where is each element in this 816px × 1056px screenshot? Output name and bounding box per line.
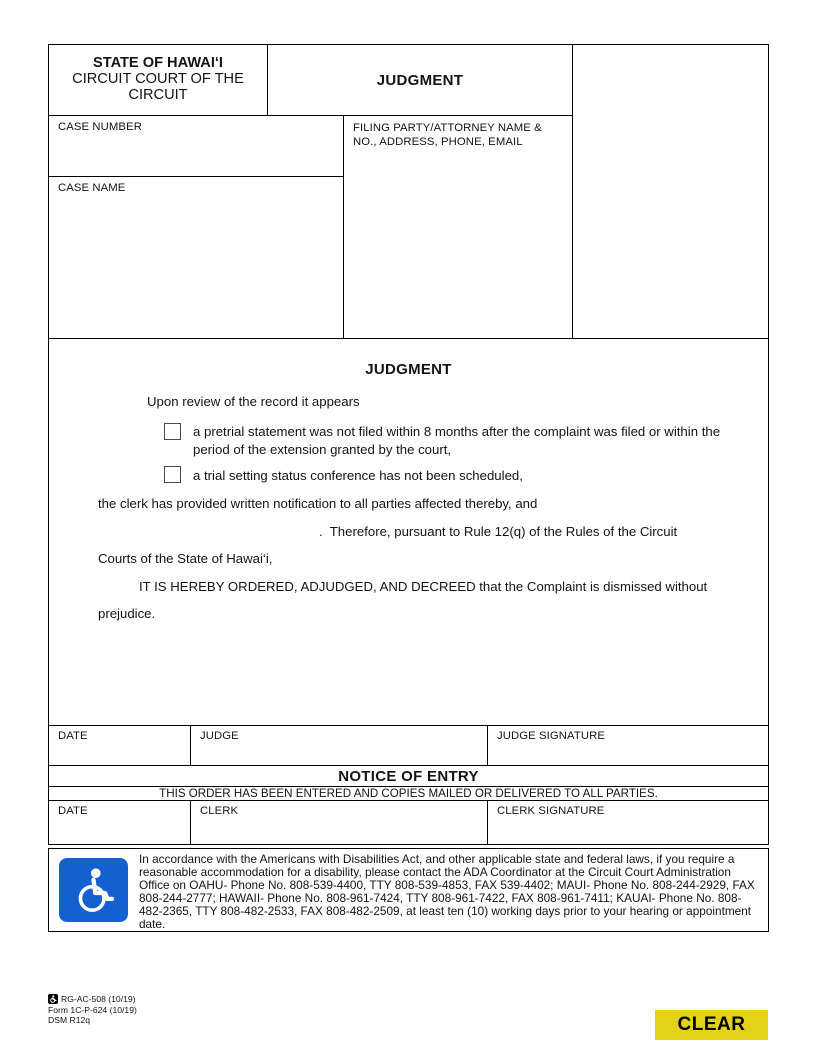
notice-of-entry-statement: THIS ORDER HAS BEEN ENTERED AND COPIES MAILED OR DELIVERED TO ALL PARTIES.: [48, 786, 769, 801]
judge-name-cell: [190, 725, 488, 766]
accessibility-icon-small: [48, 994, 58, 1004]
form-title: JUDGMENT: [267, 44, 573, 116]
footer-form-ref3: DSM R12q: [48, 1015, 91, 1025]
filing-party-input[interactable]: [346, 150, 570, 336]
accessibility-icon: [59, 858, 128, 922]
clerk-signature-area[interactable]: [490, 821, 766, 842]
clerk-name-input[interactable]: [193, 821, 485, 842]
therefore-line: [98, 524, 677, 539]
court-name-line1: STATE OF HAWAI‘I: [93, 55, 223, 71]
court-name-line3: CIRCUIT: [128, 87, 188, 103]
clerk-name-cell: [190, 800, 488, 845]
prejudice-line: prejudice.: [98, 606, 156, 621]
clear-button[interactable]: CLEAR: [655, 1010, 768, 1040]
case-name-cell: [48, 176, 344, 339]
pretrial-statement-checkbox[interactable]: [164, 423, 181, 440]
judge-signature-area[interactable]: [490, 746, 766, 763]
case-number-cell: [48, 115, 344, 177]
intro-line: Upon review of the record it appears: [147, 394, 360, 409]
clerk-name-label: CLERK: [200, 805, 239, 817]
pretrial-statement-label: a pretrial statement was not filed within 8 months after the complaint was filed or within the period of the extension granted by the court,: [193, 424, 721, 457]
trial-setting-checkbox[interactable]: [164, 466, 181, 483]
case-number-input[interactable]: [51, 138, 341, 174]
footer-form-ref2: Form 1C-P-624 (10/19): [48, 1005, 137, 1015]
court-name-line2: CIRCUIT COURT OF THE: [72, 71, 244, 87]
judge-name-label: JUDGE: [200, 730, 239, 742]
therefore-text: . Therefore, pursuant to Rule 12(q) of the Rules of the Circuit: [319, 524, 678, 539]
filing-party-label: FILING PARTY/ATTORNEY NAME & NO., ADDRESS, PHONE, EMAIL: [353, 122, 542, 148]
clerk-notification-line: the clerk has provided written notification to all parties affected thereby, and: [98, 496, 538, 511]
court-header-cell: [48, 44, 268, 116]
clerk-date-label: DATE: [58, 805, 88, 817]
footer-form-ref1-row: [48, 994, 136, 1004]
clerk-date-input[interactable]: [51, 821, 188, 842]
judge-date-cell: [48, 725, 191, 766]
judge-name-input[interactable]: [193, 746, 485, 763]
case-number-label: CASE NUMBER: [58, 121, 142, 133]
ordered-line: IT IS HEREBY ORDERED, ADJUDGED, AND DECREED that the Complaint is dismissed without: [139, 579, 708, 594]
judge-signature-cell: [487, 725, 769, 766]
judgment-body-section: [48, 338, 769, 726]
case-name-label: CASE NAME: [58, 182, 126, 194]
clerk-date-cell: [48, 800, 191, 845]
ada-notice-box: [48, 848, 769, 932]
courts-line: Courts of the State of Hawai‘i,: [98, 551, 273, 566]
judge-date-label: DATE: [58, 730, 88, 742]
ada-notice-text: In accordance with the Americans with Disabilities Act, and other applicable state and federal laws, if you require a reasonable accommodation for a disability, please contact the ADA Coordinator at the Circuit Court Administration Office on OAHU- Phone No. 808-539-4400, TTY 808-539-4853, FAX 539-4402; MAUI- Phone No. 808-244-2929, FAX 808-244-2777; HAWAII- Phone No. 808-961-7424, TTY 808-961-7422, FAX 808-961-7411; KAUAI- Phone No. 808-482-2365, TTY 808-482-2533, FAX 808-482-2509, at least ten (10) working days prior to your hearing or appointment date.: [139, 852, 755, 932]
footer-form-ref1: RG-AC-508 (10/19): [61, 994, 136, 1004]
clerk-signature-label: CLERK SIGNATURE: [497, 805, 605, 817]
notice-of-entry-title: NOTICE OF ENTRY: [48, 765, 769, 787]
clerk-signature-cell: [487, 800, 769, 845]
judge-signature-label: JUDGE SIGNATURE: [497, 730, 605, 742]
notification-date-input[interactable]: [98, 526, 319, 539]
trial-setting-label: a trial setting status conference has not been scheduled,: [193, 468, 523, 483]
case-name-input[interactable]: [51, 199, 341, 336]
filing-party-cell: [343, 115, 573, 339]
judge-date-input[interactable]: [51, 746, 188, 763]
judgment-section-title: JUDGMENT: [365, 361, 452, 378]
filing-stamp-area: [572, 44, 769, 339]
